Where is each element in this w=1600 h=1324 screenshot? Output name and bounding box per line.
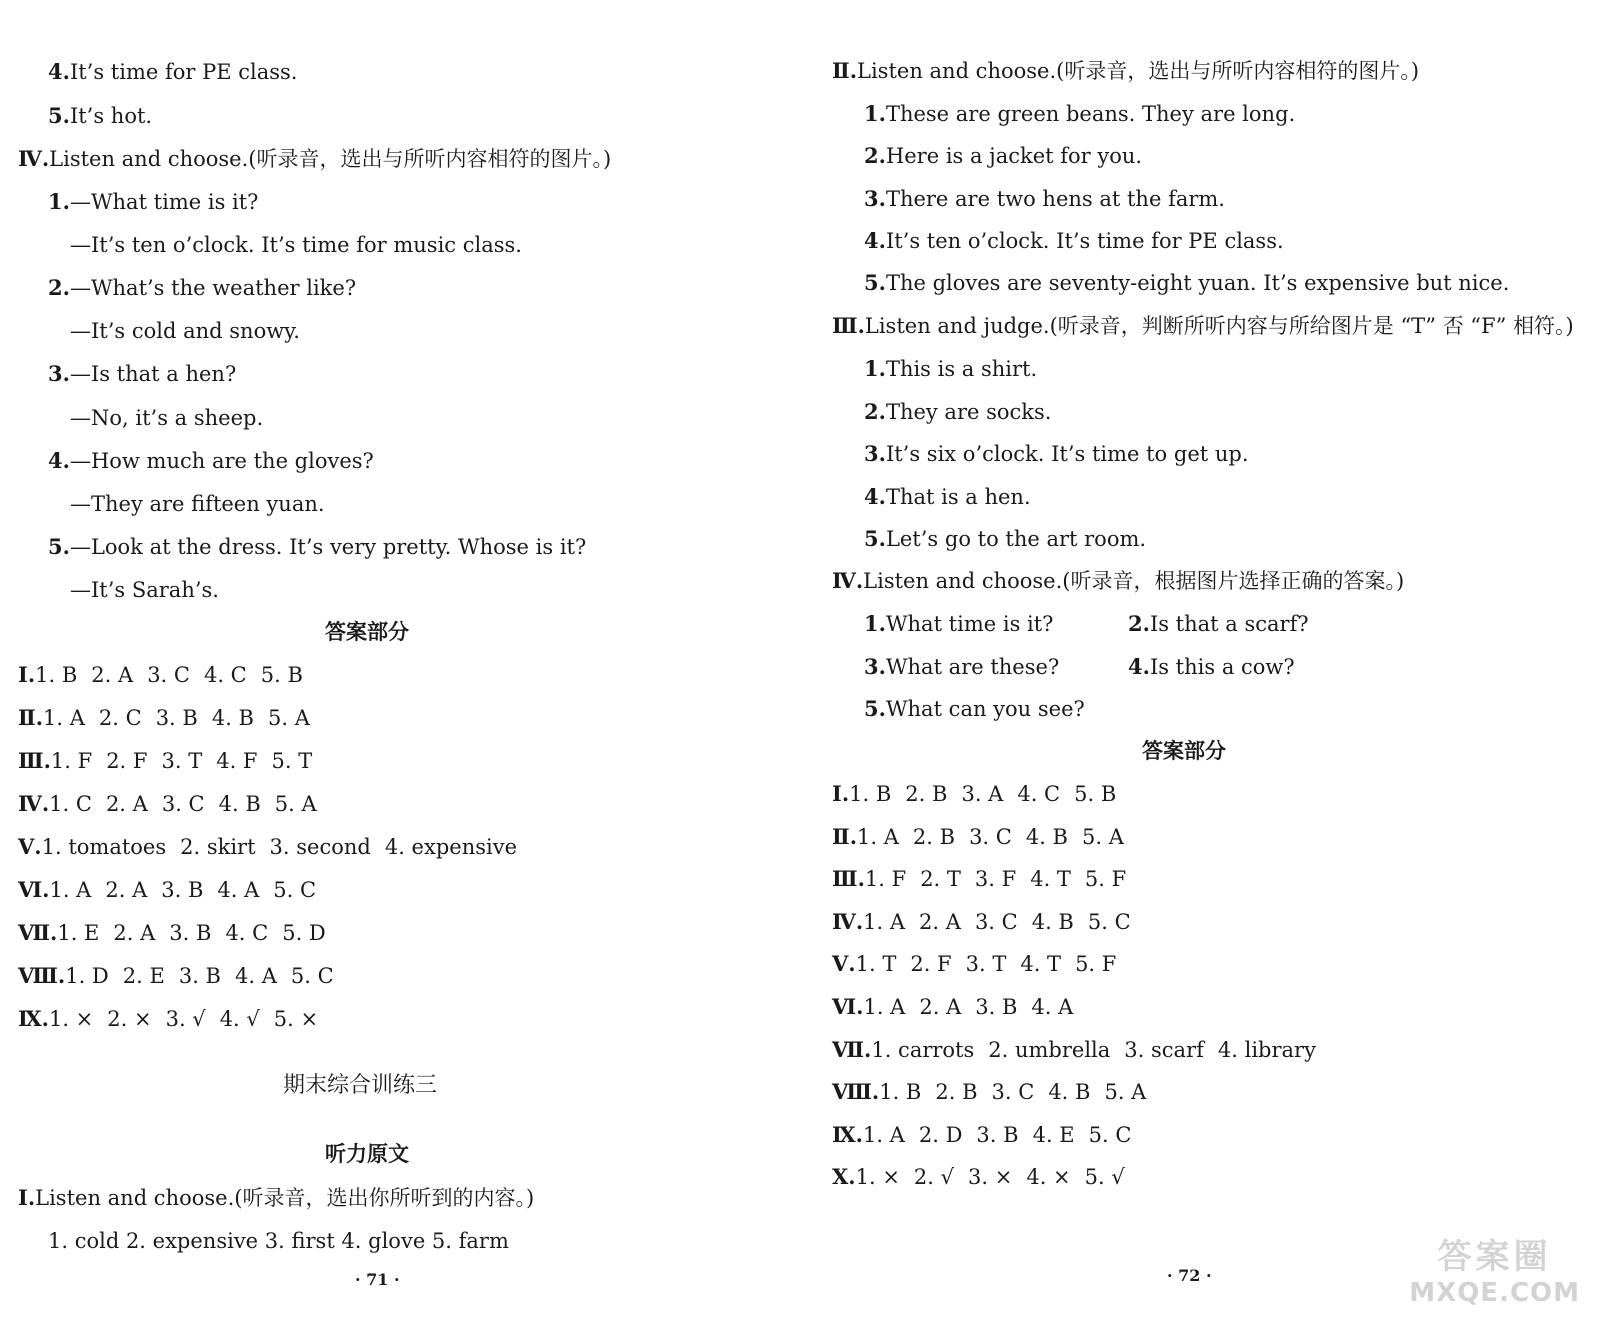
answer-roman: Ⅳ. xyxy=(832,908,864,934)
answer-item: 2. √ xyxy=(913,1165,955,1190)
answer-item: 3. C xyxy=(161,792,205,816)
item-text: Listen and choose.(听录音，选出你所听到的内容。) xyxy=(35,1186,535,1210)
item-text: —It’s Sarah’s. xyxy=(70,578,219,602)
answer-row xyxy=(832,780,1130,808)
answer-item: 5. C xyxy=(273,878,317,902)
answer-row xyxy=(832,1036,1330,1064)
text-line xyxy=(864,695,1085,723)
answer-item: 4. T xyxy=(1020,952,1062,977)
answer-row xyxy=(832,823,1138,851)
item-text: —What’s the weather like? xyxy=(69,276,357,300)
text-line xyxy=(864,525,1146,553)
item-text: Listen and choose.(听录音，选出与所听内容相符的图片。) xyxy=(49,147,612,171)
answer-item: 5. C xyxy=(290,964,334,988)
item-text: —Look at the dress. It’s very pretty. Whose is it? xyxy=(69,535,587,559)
answer-item: 2. D xyxy=(918,1122,963,1147)
text-line xyxy=(48,533,586,561)
section-title: 期末综合训练三 xyxy=(283,1073,438,1098)
answer-item: 3. B xyxy=(161,878,204,902)
answer-item: 5. D xyxy=(282,921,326,945)
answer-item: 3. B xyxy=(976,1122,1019,1147)
answer-roman: Ⅹ. xyxy=(832,1164,856,1190)
answer-item: 3. C xyxy=(147,663,190,687)
answer-item: 4. expensive xyxy=(384,835,518,859)
item-number: 2. xyxy=(864,143,886,168)
text-line xyxy=(864,483,1031,511)
answer-row xyxy=(832,993,1087,1021)
answer-item: 4. B xyxy=(1025,824,1068,849)
answer-item: 4. F xyxy=(216,749,258,773)
answer-item: 5. B xyxy=(260,663,303,687)
item-text: What time is it? xyxy=(885,612,1054,636)
answer-item: 2. F xyxy=(910,952,952,977)
answer-roman: Ⅱ. xyxy=(832,823,858,849)
answer-item: 2. × xyxy=(107,1007,152,1031)
answer-item: 2. A xyxy=(919,995,962,1019)
answer-item: 2. B xyxy=(935,1080,978,1105)
item-number: 3. xyxy=(48,361,70,386)
item-number: 2. xyxy=(864,399,886,424)
answer-item: 1. E xyxy=(57,921,100,945)
answer-row xyxy=(832,1121,1145,1149)
text-line-col2 xyxy=(1128,610,1309,638)
answer-item: 2. F xyxy=(106,749,148,773)
answer-item: 5. C xyxy=(1087,909,1131,934)
text-line xyxy=(864,398,1051,426)
answer-item: 5. × xyxy=(273,1007,319,1031)
answer-item: 3. second xyxy=(269,835,371,859)
answer-item: 4. library xyxy=(1217,1037,1316,1062)
answer-item: 5. A xyxy=(1104,1080,1147,1105)
answer-item: 2. B xyxy=(912,824,956,849)
text-line xyxy=(48,274,356,302)
item-text: —What time is it? xyxy=(69,190,259,214)
item-number: 1. xyxy=(864,611,886,636)
answer-roman: Ⅴ. xyxy=(832,951,856,977)
text-line xyxy=(18,1184,534,1212)
answer-item: 2. A xyxy=(105,792,148,816)
answer-item: 5. C xyxy=(1088,1122,1132,1147)
answer-item: 3. T xyxy=(161,749,203,773)
answer-row xyxy=(18,661,317,689)
item-number: 4. xyxy=(1128,654,1150,679)
answer-item: 1. A xyxy=(43,706,85,730)
text-line xyxy=(864,269,1509,297)
answer-item: 4. C xyxy=(203,663,247,687)
answer-item: 1. C xyxy=(49,792,92,816)
answer-item: 3. B xyxy=(975,995,1018,1019)
text-line xyxy=(864,185,1225,213)
answer-item: 4. B xyxy=(211,706,254,730)
text-line xyxy=(48,447,374,475)
item-text: Let’s go to the art room. xyxy=(885,527,1147,551)
answer-item: 2. T xyxy=(920,867,961,892)
answer-item: 2. A xyxy=(105,878,148,902)
answer-roman: Ⅵ. xyxy=(832,994,864,1019)
answer-item: 1. A xyxy=(863,909,906,934)
item-text: 1. cold 2. expensive 3. first 4. glove 5. farm xyxy=(48,1229,509,1253)
text-line xyxy=(864,355,1037,383)
item-number: 1. xyxy=(864,101,886,126)
answer-item: 3. F xyxy=(974,867,1017,892)
right-page xyxy=(820,0,1580,1324)
item-number: 1. xyxy=(48,189,70,214)
answer-item: 1. F xyxy=(864,867,907,892)
item-number: 3. xyxy=(864,654,886,679)
answer-item: 3. B xyxy=(178,964,221,988)
answer-item: 4. A xyxy=(234,964,277,988)
text-line xyxy=(48,58,297,86)
answer-item: 3. scarf xyxy=(1124,1037,1204,1062)
answer-item: 5. √ xyxy=(1084,1165,1125,1190)
answer-roman: Ⅸ. xyxy=(832,1121,863,1147)
answer-item: 3. C xyxy=(974,909,1018,934)
answer-item: 1. B xyxy=(849,782,892,806)
answer-item: 1. F xyxy=(50,749,93,773)
answer-item: 1. A xyxy=(857,824,899,849)
text-line xyxy=(48,1227,509,1255)
answer-item: 5. A xyxy=(268,706,310,730)
answer-item: 3. T xyxy=(965,952,1007,977)
page-number-left: · 71 · xyxy=(355,1270,400,1289)
answer-row xyxy=(18,876,330,904)
item-number: 5. xyxy=(48,534,70,559)
answer-item: 3. × xyxy=(968,1165,1013,1190)
answer-item: 4. T xyxy=(1030,867,1071,892)
right-answer-heading: 答案部分 xyxy=(1142,739,1226,763)
answer-roman: Ⅷ. xyxy=(832,1079,880,1105)
answer-item: 3. A xyxy=(961,782,1004,806)
answer-item: 4. B xyxy=(218,792,261,816)
item-number: 5. xyxy=(864,526,886,551)
answer-row xyxy=(832,950,1130,978)
item-text: There are two hens at the farm. xyxy=(885,187,1225,211)
answer-roman: Ⅲ. xyxy=(832,866,865,892)
answer-item: 5. A xyxy=(1082,824,1124,849)
text-line xyxy=(48,360,236,388)
answer-item: 2. A xyxy=(919,909,961,934)
item-text: —It’s cold and snowy. xyxy=(70,319,300,343)
item-text: It’s ten o’clock. It’s time for PE class. xyxy=(885,229,1284,253)
item-text: These are green beans. They are long. xyxy=(885,102,1296,126)
text-line xyxy=(70,490,325,518)
answer-item: 2. umbrella xyxy=(988,1037,1111,1062)
answer-roman: Ⅷ. xyxy=(18,963,66,988)
answer-item: 1. B xyxy=(879,1080,922,1105)
item-number: 4. xyxy=(864,484,886,509)
answer-row xyxy=(18,790,331,818)
text-line xyxy=(832,57,1419,85)
item-text: It’s six o’clock. It’s time to get up. xyxy=(885,442,1249,466)
answer-item: 2. C xyxy=(98,706,142,730)
answer-roman: Ⅲ. xyxy=(18,748,51,773)
answer-item: 5. T xyxy=(271,749,313,773)
item-text: What are these? xyxy=(885,655,1060,679)
text-line xyxy=(832,312,1574,340)
text-line xyxy=(832,567,1404,595)
item-number: Ⅳ. xyxy=(18,146,50,171)
item-number: 5. xyxy=(864,696,886,721)
item-text: —No, it’s a sheep. xyxy=(70,406,264,430)
answer-row xyxy=(18,747,326,775)
answer-item: 4. × xyxy=(1026,1165,1071,1190)
answer-row xyxy=(832,865,1140,893)
answer-row xyxy=(18,919,340,947)
text-line xyxy=(48,188,258,216)
item-text: —It’s ten o’clock. It’s time for music class. xyxy=(70,233,522,257)
item-text: Listen and choose.(听录音，根据图片选择正确的答案。) xyxy=(863,569,1405,593)
answer-item: 1. tomatoes xyxy=(41,835,167,859)
answer-roman: Ⅳ. xyxy=(18,791,50,816)
item-text: Here is a jacket for you. xyxy=(885,144,1143,168)
answer-item: 1. D xyxy=(65,964,109,988)
item-number: 3. xyxy=(864,441,886,466)
answer-item: 4. √ xyxy=(219,1007,260,1031)
answer-roman: Ⅰ. xyxy=(832,781,850,806)
watermark-logo xyxy=(1409,1229,1580,1308)
left-page xyxy=(0,0,780,1324)
answer-row xyxy=(18,833,531,861)
item-number: 2. xyxy=(48,275,70,300)
answer-item: 3. B xyxy=(169,921,212,945)
item-number: 5. xyxy=(864,270,886,295)
answer-item: 2. A xyxy=(91,663,134,687)
answer-item: 4. B xyxy=(1048,1080,1091,1105)
text-line xyxy=(864,610,1053,638)
listening-heading: 听力原文 xyxy=(325,1142,409,1166)
answer-item: 1. T xyxy=(855,952,897,977)
item-number: Ⅰ. xyxy=(18,1185,36,1210)
answer-roman: Ⅵ. xyxy=(18,877,50,902)
item-text: This is a shirt. xyxy=(885,357,1038,381)
item-text: —How much are the gloves? xyxy=(69,449,374,473)
text-line xyxy=(48,102,152,130)
answer-item: 1. × xyxy=(855,1165,900,1190)
answer-item: 4. A xyxy=(217,878,260,902)
answer-item: 3. √ xyxy=(165,1007,206,1031)
left-answer-heading: 答案部分 xyxy=(325,620,409,644)
answer-roman: Ⅸ. xyxy=(18,1006,49,1031)
answer-item: 3. C xyxy=(991,1080,1035,1105)
answer-item: 5. B xyxy=(1074,782,1117,806)
text-line xyxy=(864,100,1295,128)
answer-item: 1. × xyxy=(48,1007,94,1031)
item-number: 4. xyxy=(48,59,70,84)
answer-item: 2. A xyxy=(113,921,156,945)
answer-item: 5. F xyxy=(1084,867,1127,892)
text-line xyxy=(70,231,522,259)
answer-item: 4. C xyxy=(1017,782,1061,806)
answer-roman: Ⅱ. xyxy=(18,705,44,730)
answer-item: 1. carrots xyxy=(871,1037,975,1062)
item-text: Is this a cow? xyxy=(1149,655,1295,679)
answer-item: 5. A xyxy=(274,792,317,816)
answer-item: 4. B xyxy=(1031,909,1074,934)
answer-roman: Ⅰ. xyxy=(18,662,36,687)
answer-row xyxy=(18,704,324,732)
answer-item: 5. F xyxy=(1075,952,1117,977)
answer-item: 1. A xyxy=(863,995,906,1019)
text-line xyxy=(70,576,219,604)
text-line xyxy=(18,145,611,173)
item-number: 3. xyxy=(864,186,886,211)
answer-roman: Ⅶ. xyxy=(832,1036,872,1062)
item-text: They are socks. xyxy=(885,400,1052,424)
answer-row xyxy=(832,908,1145,936)
item-number: Ⅳ. xyxy=(832,568,864,593)
answer-row xyxy=(18,1005,332,1033)
item-number: Ⅱ. xyxy=(832,58,858,83)
item-text: It’s time for PE class. xyxy=(69,60,298,84)
watermark-top: 答案圈 xyxy=(1437,1237,1552,1277)
item-number: 4. xyxy=(864,228,886,253)
text-line xyxy=(864,227,1284,255)
item-text: That is a hen. xyxy=(885,485,1031,509)
item-text: Listen and judge.(听录音，判断所听内容与所给图片是 “T” 否 “F” 相符。) xyxy=(864,314,1574,338)
answer-row xyxy=(18,962,348,990)
answer-item: 2. E xyxy=(122,964,165,988)
text-line xyxy=(70,317,300,345)
answer-item: 1. A xyxy=(49,878,92,902)
answer-item: 2. B xyxy=(905,782,948,806)
item-text: Is that a scarf? xyxy=(1149,612,1309,636)
item-text: Listen and choose.(听录音，选出与所听内容相符的图片。) xyxy=(857,59,1420,83)
answer-item: 2. skirt xyxy=(180,835,256,859)
item-text: —Is that a hen? xyxy=(69,362,237,386)
answer-item: 3. B xyxy=(155,706,198,730)
item-number: 5. xyxy=(48,103,70,128)
answer-row xyxy=(832,1163,1139,1191)
answer-item: 4. C xyxy=(225,921,269,945)
item-text: The gloves are seventy-eight yuan. It’s expensive but nice. xyxy=(885,271,1510,295)
item-text: It’s hot. xyxy=(69,104,153,128)
text-line-col2 xyxy=(1128,653,1295,681)
item-number: 2. xyxy=(1128,611,1150,636)
answer-item: 3. C xyxy=(969,824,1012,849)
answer-item: 4. E xyxy=(1032,1122,1075,1147)
item-number: 4. xyxy=(48,448,70,473)
item-number: Ⅲ. xyxy=(832,313,865,338)
page-number-right: · 72 · xyxy=(1167,1266,1212,1285)
answer-roman: Ⅶ. xyxy=(18,920,58,945)
answer-row xyxy=(832,1078,1160,1106)
item-text: What can you see? xyxy=(885,697,1085,721)
watermark-bottom: MXQE.COM xyxy=(1409,1278,1580,1308)
text-line xyxy=(864,142,1142,170)
item-text: —They are fifteen yuan. xyxy=(70,492,325,516)
answer-roman: Ⅴ. xyxy=(18,834,42,859)
answer-item: 4. A xyxy=(1031,995,1074,1019)
text-line xyxy=(864,653,1059,681)
text-line xyxy=(70,404,263,432)
answer-item: 1. B xyxy=(35,663,78,687)
item-number: 1. xyxy=(864,356,886,381)
text-line xyxy=(864,440,1249,468)
answer-item: 1. A xyxy=(862,1122,905,1147)
